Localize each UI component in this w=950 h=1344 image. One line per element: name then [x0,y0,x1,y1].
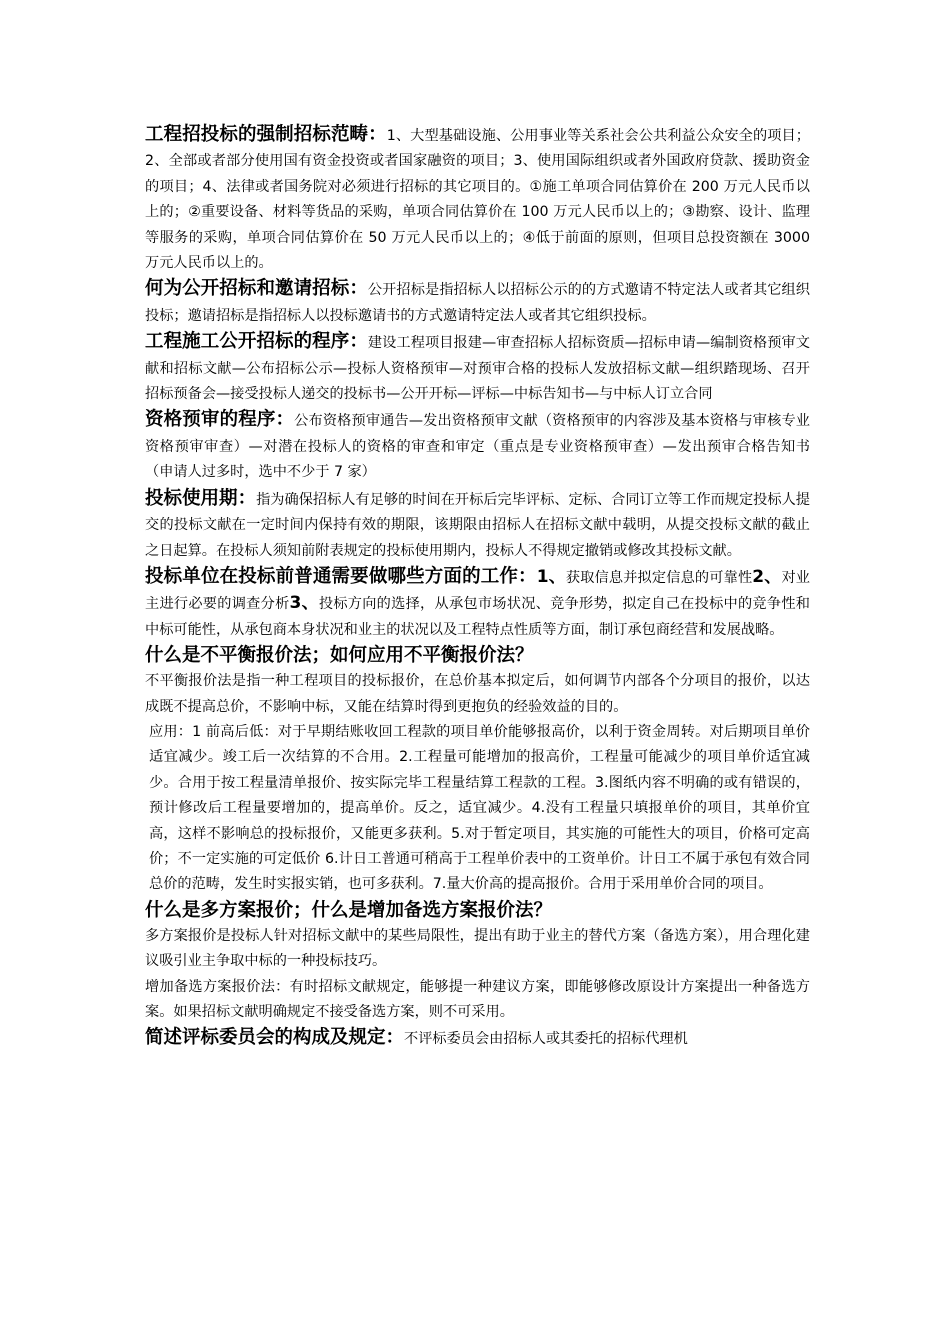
list-text: 对业主进行必要的调查分析 [145,569,810,613]
section-heading-unbalanced-bid: 什么是不平衡报价法；如何应用不平衡报价法？ [145,645,534,667]
paragraph-unbalanced-definition: 不平衡报价法是指一种工程项目的投标报价，在总价基本拟定后，如何调节内部各个分项目的报价，以达成既不提高总价，不影响中标，又能在结算时得到更抱负的经验效益的目的。 [145,673,810,715]
section-heading: 简述评标委员会的构成及规定： [145,1027,405,1049]
section-body: 公开招标是指招标人以招标公示的的方式邀请不特定法人或者其它组织投标；邀请招标是指招标人以投标邀请书的方式邀请特定法人或者其它组织投标。 [145,282,810,324]
section-evaluation-committee [145,1025,810,1052]
paragraph-multi-scheme-definition: 多方案报价是投标人针对招标文献中的某些局限性，提出有助于业主的替代方案（备选方案），用合理化建议吸引业主争取中标的一种投标技巧。 [145,927,810,970]
list-text: 获取信息并拟定信息的可靠性 [565,569,753,586]
section-heading: 投标使用期： [145,487,257,509]
section-heading: 工程招投标的强制招标范畴： [145,124,387,145]
section-body: 公布资格预审通告—发出资格预审文献（资格预审的内容涉及基本资格与审核专业资格预审审查）—对潜在投标人的资格的审查和审定（重点是专业资格预审查）—发出预审合格告知书（申请人过多时，选中不少于 7 家） [145,413,810,481]
section-heading: 投标单位在投标前普通需要做哪些方面的工作： [145,565,537,587]
list-text: 投标方向的选择，从承包市场状况、竞争形势，拟定自己在投标中的竞争性和中标可能性，从承包商本身状况和业主的状况以及工程特点性质等方面，制订承包商经营和发展战略。 [145,596,810,638]
section-body: 指为确保招标人有足够的时间在开标后完毕评标、定标、合同订立等工作而规定投标人提交的投标文献在一定时间内保持有效的期限，该期限由招标人在招标文献中载明，从提交投标文献的截止之日起算。在投标人须知前附表规定的投标使用期内，投标人不得规定撤销或修改其投标文献。 [145,491,810,559]
section-heading: 工程施工公开招标的程序： [145,331,368,353]
section-mandatory-scope [145,122,810,276]
list-number: 3、 [289,593,319,614]
list-number: 1、 [536,566,566,587]
list-number: 2、 [752,566,782,587]
section-public-bidding-procedure [145,329,810,407]
section-heading-multi-scheme: 什么是多方案报价；什么是增加备选方案报价法？ [145,899,553,921]
section-prequalification-procedure [145,407,810,485]
section-bid-validity [145,486,810,564]
section-body: 不评标委员会由招标人或其委托的招标代理机 [404,1031,688,1048]
section-body: 建设工程项目报建—审查招标人招标资质—招标申请—编制资格预审文献和招标文献—公布招标公示—投标人资格预审—对预审合格的投标人发放招标文献—组织踏现场、召开招标预备会—接受投标人递交的投标书—公开开标—评标—中标告知书—与中标人订立合同 [145,335,810,403]
paragraph-unbalanced-application: 应用：1 前高后低：对于早期结账收回工程款的项目单价能够报高价，以利于资金周转。对后期项目单价适宜减少。竣工后一次结算的不合用。2.工程量可能增加的报高价，工程量可能减少的项目单价适宜减少。合用于按工程量清单报价、按实际完毕工程量结算工程款的工程。3.图纸内容不明确的或有错误的，预计修改后工程量要增加的，提高单价。反之，适宜减少。4.没有工程量只填报单价的项目，其单价宜高，这样不影响总的投标报价，又能更多获利。5.对于暂定项目，其实施的可能性大的项目，价格可定高价；不一定实施的可定低价 6.计日工普通可稍高于工程单价表中的工资单价。计日工不属于承包有效合同总价的范畴，发生时实报实销，也可多获利。7.量大价高的提高报价。合用于采用单价合同的项目。 [149,723,810,893]
section-heading: 何为公开招标和邀请招标： [145,278,368,300]
section-body: 1、大型基础设施、公用事业等关系社会公共利益公众安全的项目；2、全部或者部分使用国有资金投资或者国家融资的项目；3、使用国际组织或者外国政府贷款、援助资金的项目；4、法律或者国务院对必须进行招标的其它项目的。①施工单项合同估算价在 200 万元人民币以上的；②重要设备、材料等货品的采购，单项合同估算价在 100 万元人民币以上的；③勘察、设计、监理等服务的采购，单项合同估算价在 50 万元人民币以上的；④低于前面的原则，但项目总投资额在 3000 万元人民币以上的。 [145,128,810,272]
document-content [145,122,810,1053]
section-open-invite-bidding [145,276,810,329]
section-heading: 资格预审的程序： [145,409,295,431]
section-pre-bid-work [145,564,810,643]
paragraph-alternative-scheme: 增加备选方案报价法：有时招标文献规定，能够提一种建议方案，即能够修改原设计方案提出一种备选方案。如果招标文献明确规定不接受备选方案，则不可采用。 [145,978,810,1020]
